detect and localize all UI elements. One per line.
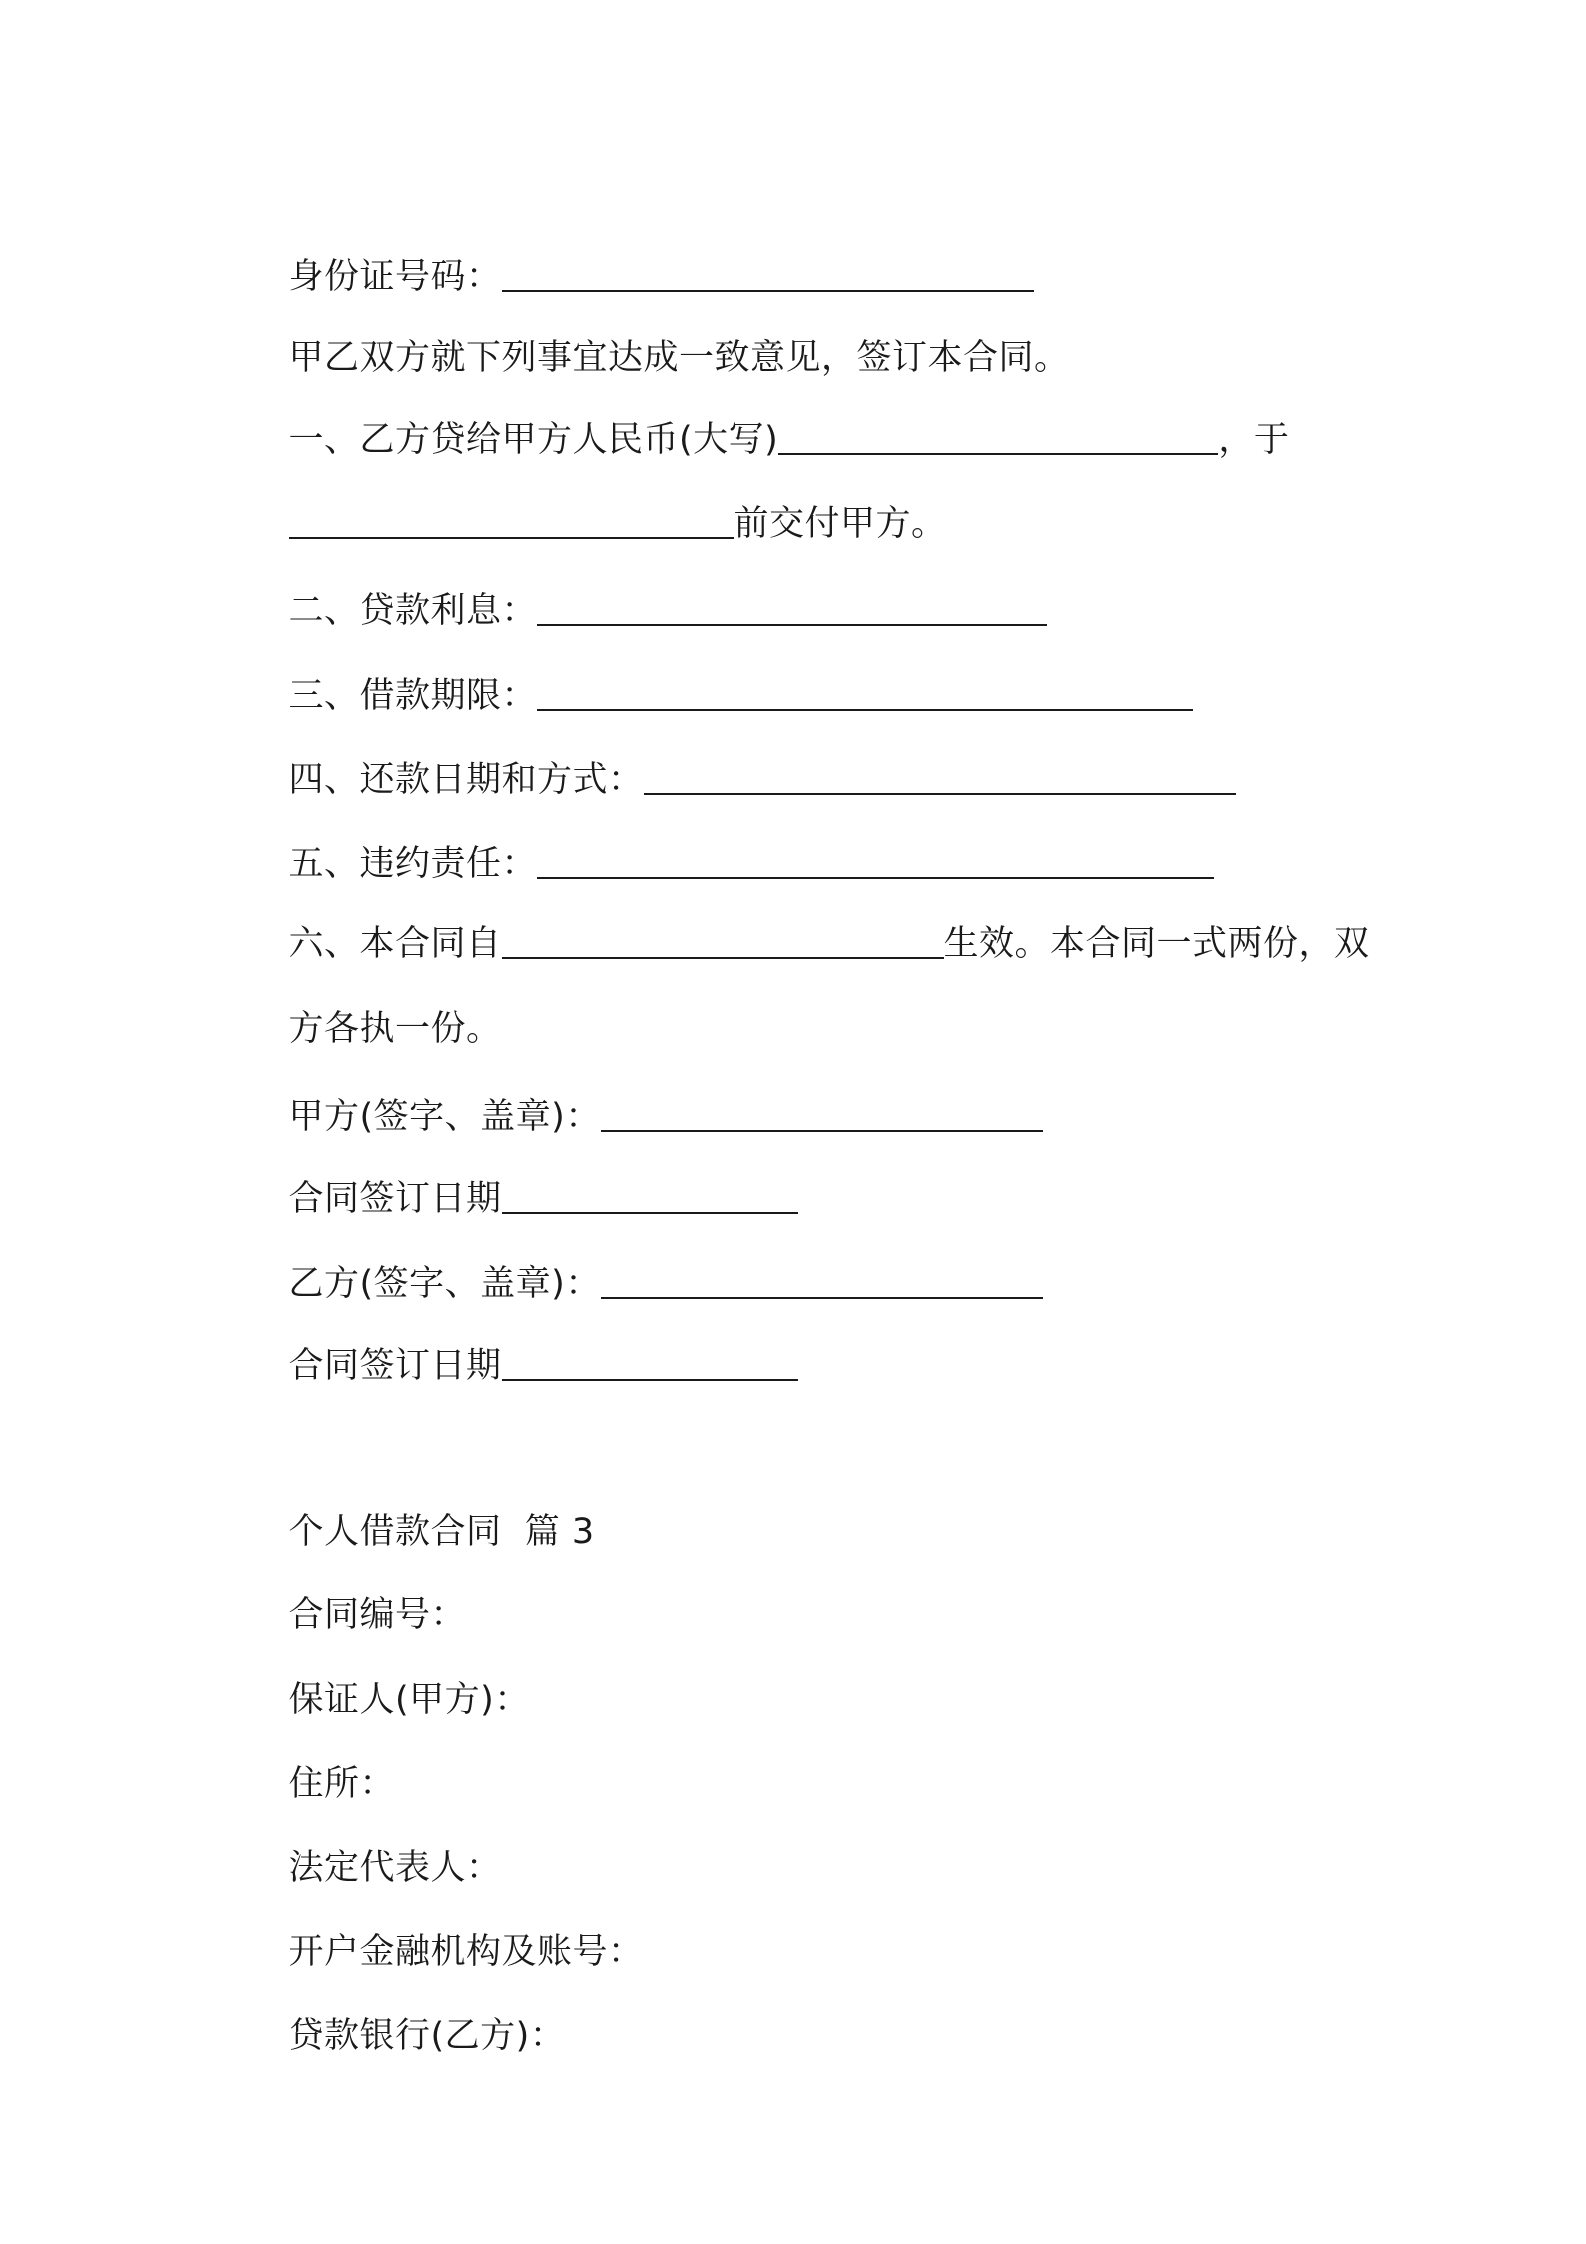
party-a-date-blank — [502, 1178, 798, 1214]
clause-4-label: 四、还款日期和方式： — [288, 760, 644, 800]
contract-number-label: 合同编号： — [288, 1595, 467, 1635]
party-b-date-label: 合同签订日期 — [288, 1346, 502, 1386]
party-a-date-label: 合同签订日期 — [288, 1179, 502, 1219]
party-a-sign-blank — [601, 1096, 1043, 1132]
lending-bank-label: 贷款银行(乙方)： — [288, 2016, 566, 2056]
id-number-label: 身份证号码： — [288, 257, 502, 297]
agreement-intro-text: 甲乙双方就下列事宜达成一致意见，签订本合同。 — [288, 338, 1070, 378]
loan-amount-blank — [778, 419, 1218, 455]
party-b-date-blank — [502, 1345, 798, 1381]
clause-6-text-c: 方各执一份。 — [288, 1009, 502, 1049]
clause-3-label: 三、借款期限： — [288, 676, 538, 716]
party-b-sign-label: 乙方(签字、盖章)： — [288, 1264, 601, 1304]
bank-account-label: 开户金融机构及账号： — [288, 1932, 644, 1972]
lending-bank-line — [242, 1970, 565, 2102]
effective-date-blank — [502, 923, 944, 959]
clause-6-text-a: 六、本合同自 — [288, 924, 502, 964]
clause-1-text-a: 一、乙方贷给甲方人民币(大写) — [288, 420, 779, 460]
liability-blank — [537, 843, 1214, 879]
domicile-label: 住所： — [288, 1764, 396, 1804]
legal-representative-label: 法定代表人： — [288, 1848, 502, 1888]
party-a-sign-label: 甲方(签字、盖章)： — [288, 1097, 601, 1137]
clause-1-text-c: 前交付甲方。 — [733, 504, 947, 544]
party-b-sign-blank — [601, 1263, 1043, 1299]
delivery-date-blank — [289, 503, 734, 539]
interest-blank — [537, 590, 1047, 626]
id-number-blank — [502, 256, 1034, 292]
clause-6-text-b: 生效。本合同一式两份，双 — [943, 924, 1370, 964]
clause-1-text-b: ，于 — [1218, 420, 1290, 460]
guarantor-label: 保证人(甲方)： — [288, 1680, 530, 1720]
clause-5-label: 五、违约责任： — [288, 844, 538, 884]
repayment-blank — [644, 759, 1236, 795]
loan-term-blank — [537, 675, 1193, 711]
party-b-date-line — [242, 1300, 798, 1432]
section-title: 个人借款合同 篇 3 — [288, 1512, 595, 1552]
clause-2-label: 二、贷款利息： — [288, 591, 538, 631]
